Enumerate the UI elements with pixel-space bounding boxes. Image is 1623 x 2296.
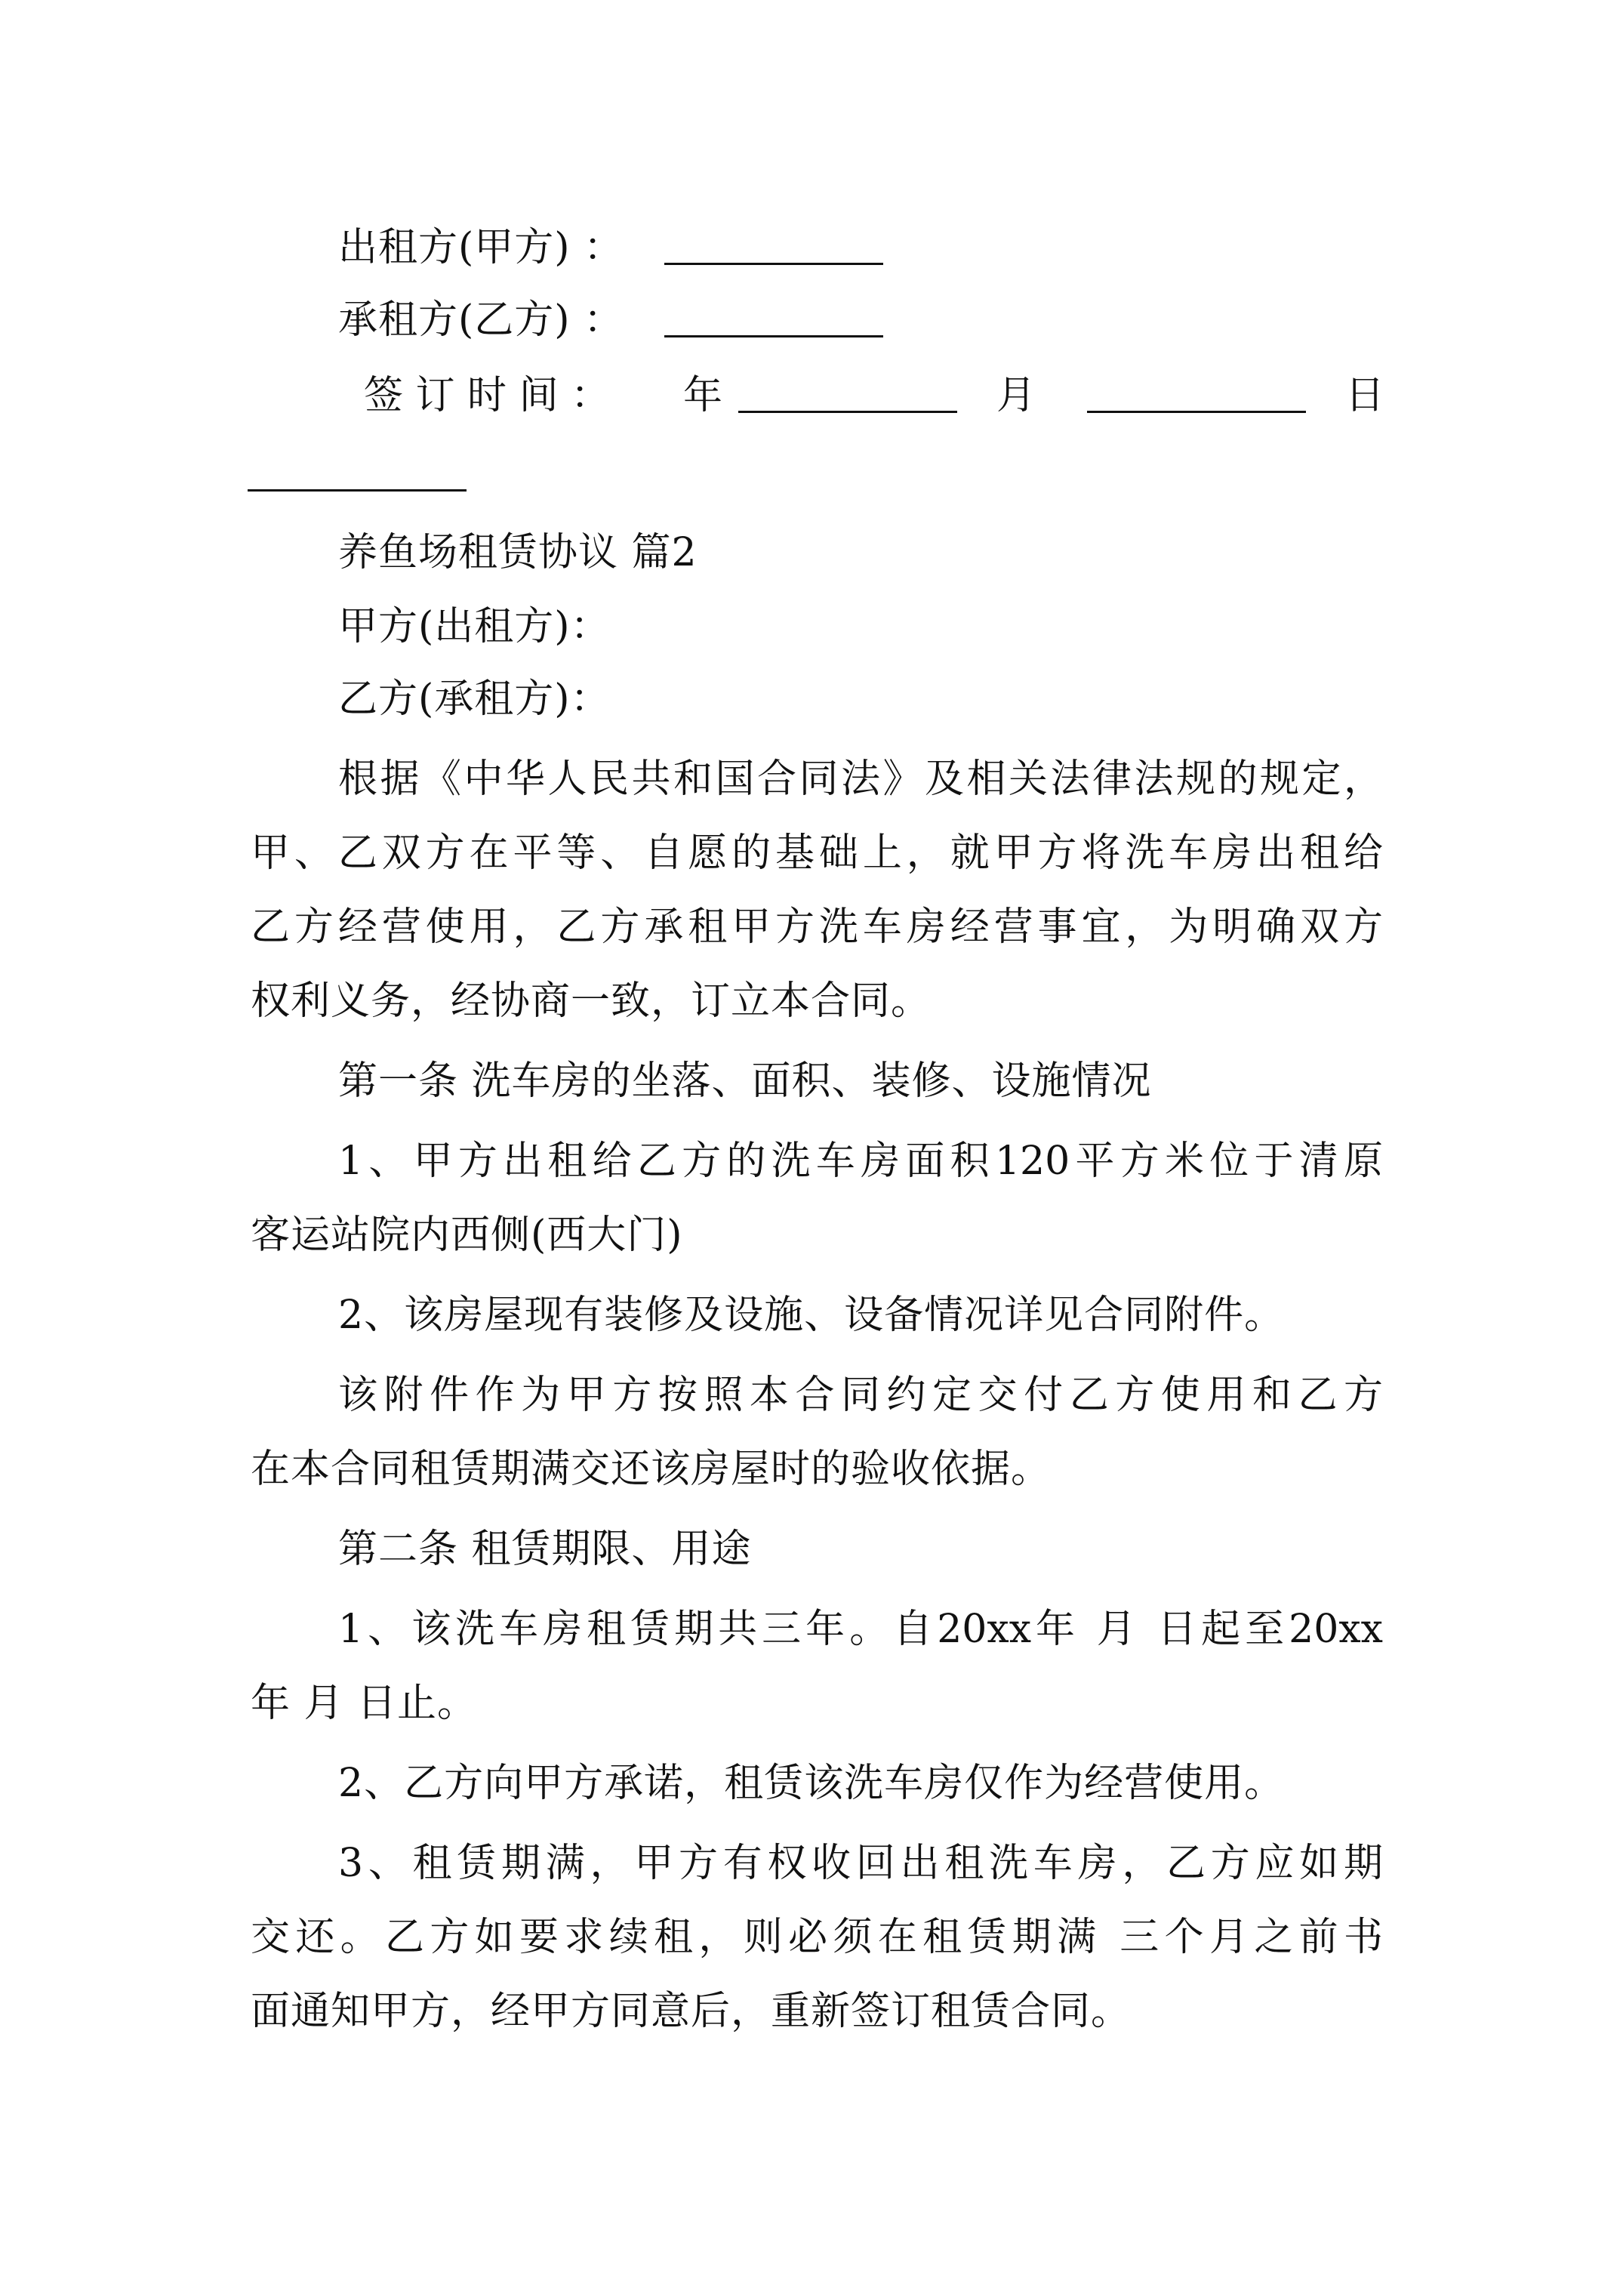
body-line-14: 2、乙方向甲方承诺，租赁该洗车房仅作为经营使用。 — [338, 1761, 1285, 1806]
lessor-blank — [664, 263, 883, 265]
body-line-2: 甲、乙双方在平等、自愿的基础上，就甲方将洗车房出租给 — [251, 831, 1383, 876]
body-line-9: 该附件作为甲方按照本合同约定交付乙方使用和乙方 — [338, 1373, 1383, 1418]
article-2-heading: 第二条 租赁期限、用途 — [338, 1527, 752, 1572]
party-a-label: 甲方(出租方)： — [338, 604, 611, 649]
lessee-label: 承租方(乙方) ： — [338, 297, 624, 343]
lessee-signature-line — [338, 297, 624, 343]
article-1-heading: 第一条 洗车房的坐落、面积、装修、设施情况 — [338, 1059, 1152, 1104]
lessor-signature-line — [338, 225, 624, 270]
section-title: 养鱼场租赁协议 篇2 — [338, 530, 698, 575]
body-line-15: 3、租赁期满，甲方有权收回出租洗车房，乙方应如期 — [338, 1841, 1383, 1886]
month-blank — [1087, 411, 1306, 413]
body-line-3: 乙方经营使用，乙方承租甲方洗车房经营事宜，为明确双方 — [251, 905, 1383, 950]
body-line-7: 客运站院内西侧(西大门) — [251, 1213, 683, 1258]
year-blank — [738, 411, 957, 413]
body-line-17: 面通知甲方，经甲方同意后，重新签订租赁合同。 — [251, 1989, 1132, 2034]
day-label: 日 — [1345, 373, 1385, 418]
body-line-16: 交还。乙方如要求续租，则必须在租赁期满 三个月之前书 — [251, 1915, 1383, 1960]
date-label: 签 订 时 间 ： — [364, 373, 611, 418]
month-label: 月 — [996, 373, 1036, 418]
lessee-blank — [664, 335, 883, 337]
body-line-6: 1、甲方出租给乙方的洗车房面积120平方米位于清原 — [338, 1139, 1383, 1184]
body-line-8: 2、该房屋现有装修及设施、设备情况详见合同附件。 — [338, 1293, 1285, 1338]
day-blank — [248, 489, 467, 492]
body-line-1: 根据《中华人民共和国合同法》及相关法律法规的规定， — [338, 757, 1383, 802]
body-line-13: 年 月 日止。 — [251, 1681, 478, 1726]
body-line-4: 权利义务，经协商一致，订立本合同。 — [251, 978, 932, 1024]
year-label: 年 — [683, 373, 723, 418]
body-line-12: 1、该洗车房租赁期共三年。自20xx年 月 日起至20xx — [338, 1607, 1383, 1652]
party-b-label: 乙方(承租方)： — [338, 676, 611, 722]
body-line-10: 在本合同租赁期满交还该房屋时的验收依据。 — [251, 1447, 1052, 1492]
lessor-label: 出租方(甲方) ： — [338, 225, 624, 270]
